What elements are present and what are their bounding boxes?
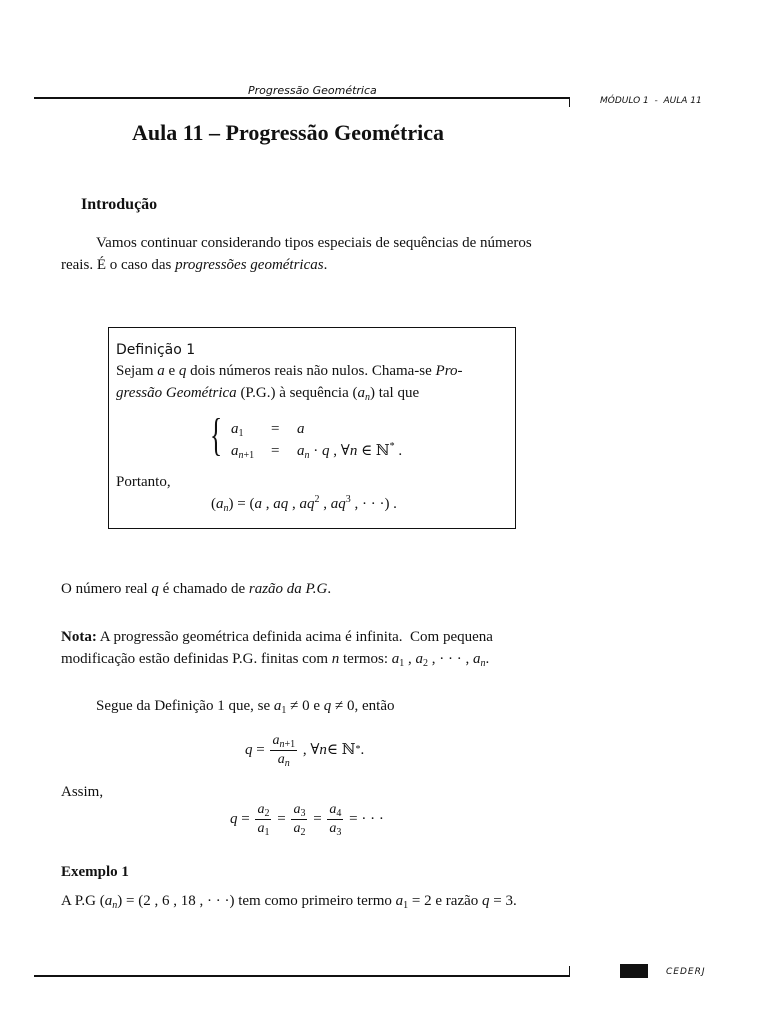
module-label: MÓDULO 1 - AULA 11 [600, 96, 702, 106]
system-line-1: $a_1 = a$ [231, 421, 305, 439]
portanto-text: Portanto, [116, 474, 171, 490]
exemplo-label: Exemplo 1 [61, 864, 129, 880]
nota-text-1: A progressão geométrica definida acima é infinita. Com pequena [96, 629, 493, 645]
definition-label: Definição 1 [116, 342, 196, 358]
segue-line: Segue da Definição 1 que, se $a_1 \ne 0$ e q ≠ 0, então [96, 698, 395, 716]
ratio-fraction: $\frac{a_{n+1}}{a_n}$ [272, 732, 296, 769]
nota-label: Nota: [61, 629, 97, 645]
portanto-formula: $(a_n) = (a$ , aq , $aq^2$ , $aq^3$ , · · ·) . [211, 494, 397, 514]
footer-rule-tick [569, 966, 570, 976]
segue-end: , então [354, 698, 395, 714]
footer-black-block [620, 964, 648, 978]
razao-mid: é chamado de [158, 581, 249, 597]
razao-sentence: O número real q é chamado de razão da P.G. [61, 581, 332, 597]
section-heading: Introdução [81, 196, 158, 213]
segue-mid: e [309, 698, 324, 714]
intro-line-1: Vamos continuar considerando tipos especiais de sequências de números [96, 235, 532, 251]
footer-brand: CEDERJ [666, 967, 706, 977]
exemplo-line: A P.G $(a_n) = (2$ , 6 , 18 , · · ·) tem como primeiro termo $a_1 = 2$ e razão q = 3. [61, 893, 517, 911]
ratio-chain-formula: q = $\frac{a_2}{a_1}$ = $\frac{a_3}{a_2}$ = $\frac{a_4}{a_3}$ = · · · [230, 801, 384, 838]
intro-line-2 [61, 254, 327, 276]
def-emph-2: gressão Geométrica [116, 385, 237, 401]
def-text-b: e [164, 363, 179, 379]
exemplo-start: A P.G ( [61, 893, 105, 909]
exemplo-mid: tem como primeiro termo [238, 893, 396, 909]
header-rule-tick [569, 97, 570, 107]
header-rule [34, 97, 570, 99]
system-brace: { [210, 409, 223, 460]
footer-rule [34, 975, 570, 977]
razao-end: . [327, 581, 332, 597]
intro-line-2-end: . [323, 257, 328, 273]
nota-line-2: modificação estão definidas P.G. finitas com n termos: $a_1$ , $a_2$ , · · · , $a_n$. [61, 651, 490, 669]
nota-text-2: modificação estão definidas P.G. finitas com [61, 651, 332, 667]
definition-line-1: Sejam a e q dois números reais não nulos. Chama-se Pro- [116, 363, 463, 379]
def-text-a: Sejam [116, 363, 158, 379]
segue-start: Segue da Definição 1 que, se [96, 698, 274, 714]
def-emph-1: Pro- [435, 363, 463, 379]
def-text-d: (P.G.) à sequência ( [236, 385, 358, 401]
razao-start: O número real [61, 581, 152, 597]
def-text-c: dois números reais não nulos. Chama-se [186, 363, 436, 379]
def-text-e: ) tal que [369, 385, 420, 401]
intro-emph: progressões geométricas [175, 257, 324, 273]
assim-text: Assim, [61, 784, 104, 800]
system-line-2: $a_{n+1} = a_n \cdot q$ , ∀n ∈ ℕ* . [231, 441, 403, 461]
intro-line-2-start: reais. É o caso das [61, 257, 176, 273]
page-title: Aula 11 – Progressão Geométrica [132, 120, 445, 145]
nota-line-1 [61, 626, 493, 648]
razao-emph: razão da P.G [248, 581, 328, 597]
definition-line-2: gressão Geométrica (P.G.) à sequência $(a_n)$ tal que [116, 385, 420, 403]
ratio-formula: q = $\frac{a_{n+1}}{a_n}$ , ∀ n ∈ ℕ * . [245, 732, 365, 769]
running-title: Progressão Geométrica [248, 84, 377, 97]
exemplo-and: e razão [431, 893, 483, 909]
